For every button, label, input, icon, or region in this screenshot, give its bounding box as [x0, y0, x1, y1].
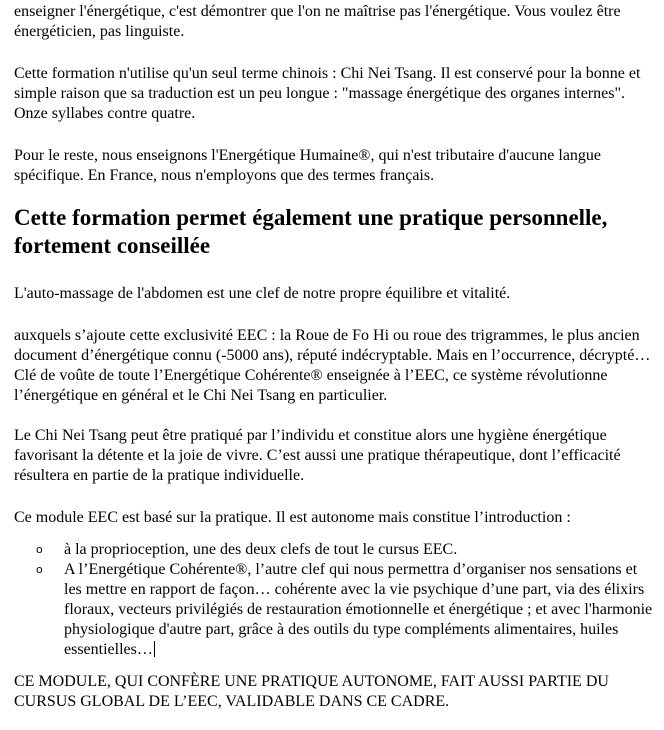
bullet-icon: o: [36, 563, 43, 576]
text-cursor: [154, 641, 155, 657]
paragraph-chi-nei-tsang: Le Chi Nei Tsang peut être pratiqué par l’individu et constitue alors une hygiène énergétique favorisant la détente et la joie de vivre. C’est aussi une pratique thérapeutique, dont l’efficacité résultera en partie de la pratique individuelle.: [14, 427, 621, 484]
introduction-list: [14, 540, 658, 660]
section-heading: Cette formation permet également une pratique personnelle, fortement conseillée: [14, 205, 608, 258]
paragraph-conclusion: CE MODULE, QUI CONFÈRE UNE PRATIQUE AUTONOME, FAIT AUSSI PARTIE DU CURSUS GLOBAL DE L’EEC, VALIDABLE DANS CE CADRE.: [14, 673, 609, 710]
bullet-icon: o: [36, 543, 43, 556]
paragraph-chinese-term: Cette formation n'utilise qu'un seul terme chinois : Chi Nei Tsang. Il est conservé pour la bonne et simple raison que sa traduction est un peu longue : "massage énergétique des organes internes". Onze syllabes contre quatre.: [14, 65, 641, 122]
list-item: [14, 540, 658, 560]
paragraph-energetique-humaine: Pour le reste, nous enseignons l'Energétique Humaine®, qui n'est tributaire d'aucune langue spécifique. En France, nous n'employons que des termes français.: [14, 147, 602, 184]
paragraph-roue-fo-hi: auxquels s’ajoute cette exclusivité EEC : la Roue de Fo Hi ou roue des trigrammes, le plus ancien document d’énergétique connu (-5000 ans), réputé indécryptable. Mais en l’occurrence, décrypté… Clé de voûte de toute l’Energétique Cohérente® enseignée à l’EEC, ce système révolutionne l’énergétique en général et le Chi Nei Tsang en particulier.: [14, 327, 651, 404]
list-item-text: A l’Energétique Cohérente®, l’autre clef qui nous permettra d’organiser nos sensations et les mettre en rapport de façon… cohérente avec la vie psychique d’une part, via des élixirs floraux, vecteurs privilégiés de restauration émotionnelle et énergétique ; et avec l'harmonie physiologique d'autre part, grâce à des outils du type compléments alimentaires, huiles essentielles…: [64, 561, 653, 658]
list-item: [14, 560, 658, 660]
list-item-text: à la proprioception, une des deux clefs de tout le cursus EEC.: [64, 541, 458, 558]
paragraph-auto-massage: L'auto-massage de l'abdomen est une clef de notre propre équilibre et vitalité.: [14, 285, 511, 302]
paragraph-module-eec: Ce module EEC est basé sur la pratique. Il est autonome mais constitue l’introduction :: [14, 509, 571, 526]
paragraph-intro: enseigner l'énergétique, c'est démontrer que l'on ne maîtrise pas l'énergétique. Vous voulez être énergéticien, pas linguiste.: [14, 3, 621, 40]
